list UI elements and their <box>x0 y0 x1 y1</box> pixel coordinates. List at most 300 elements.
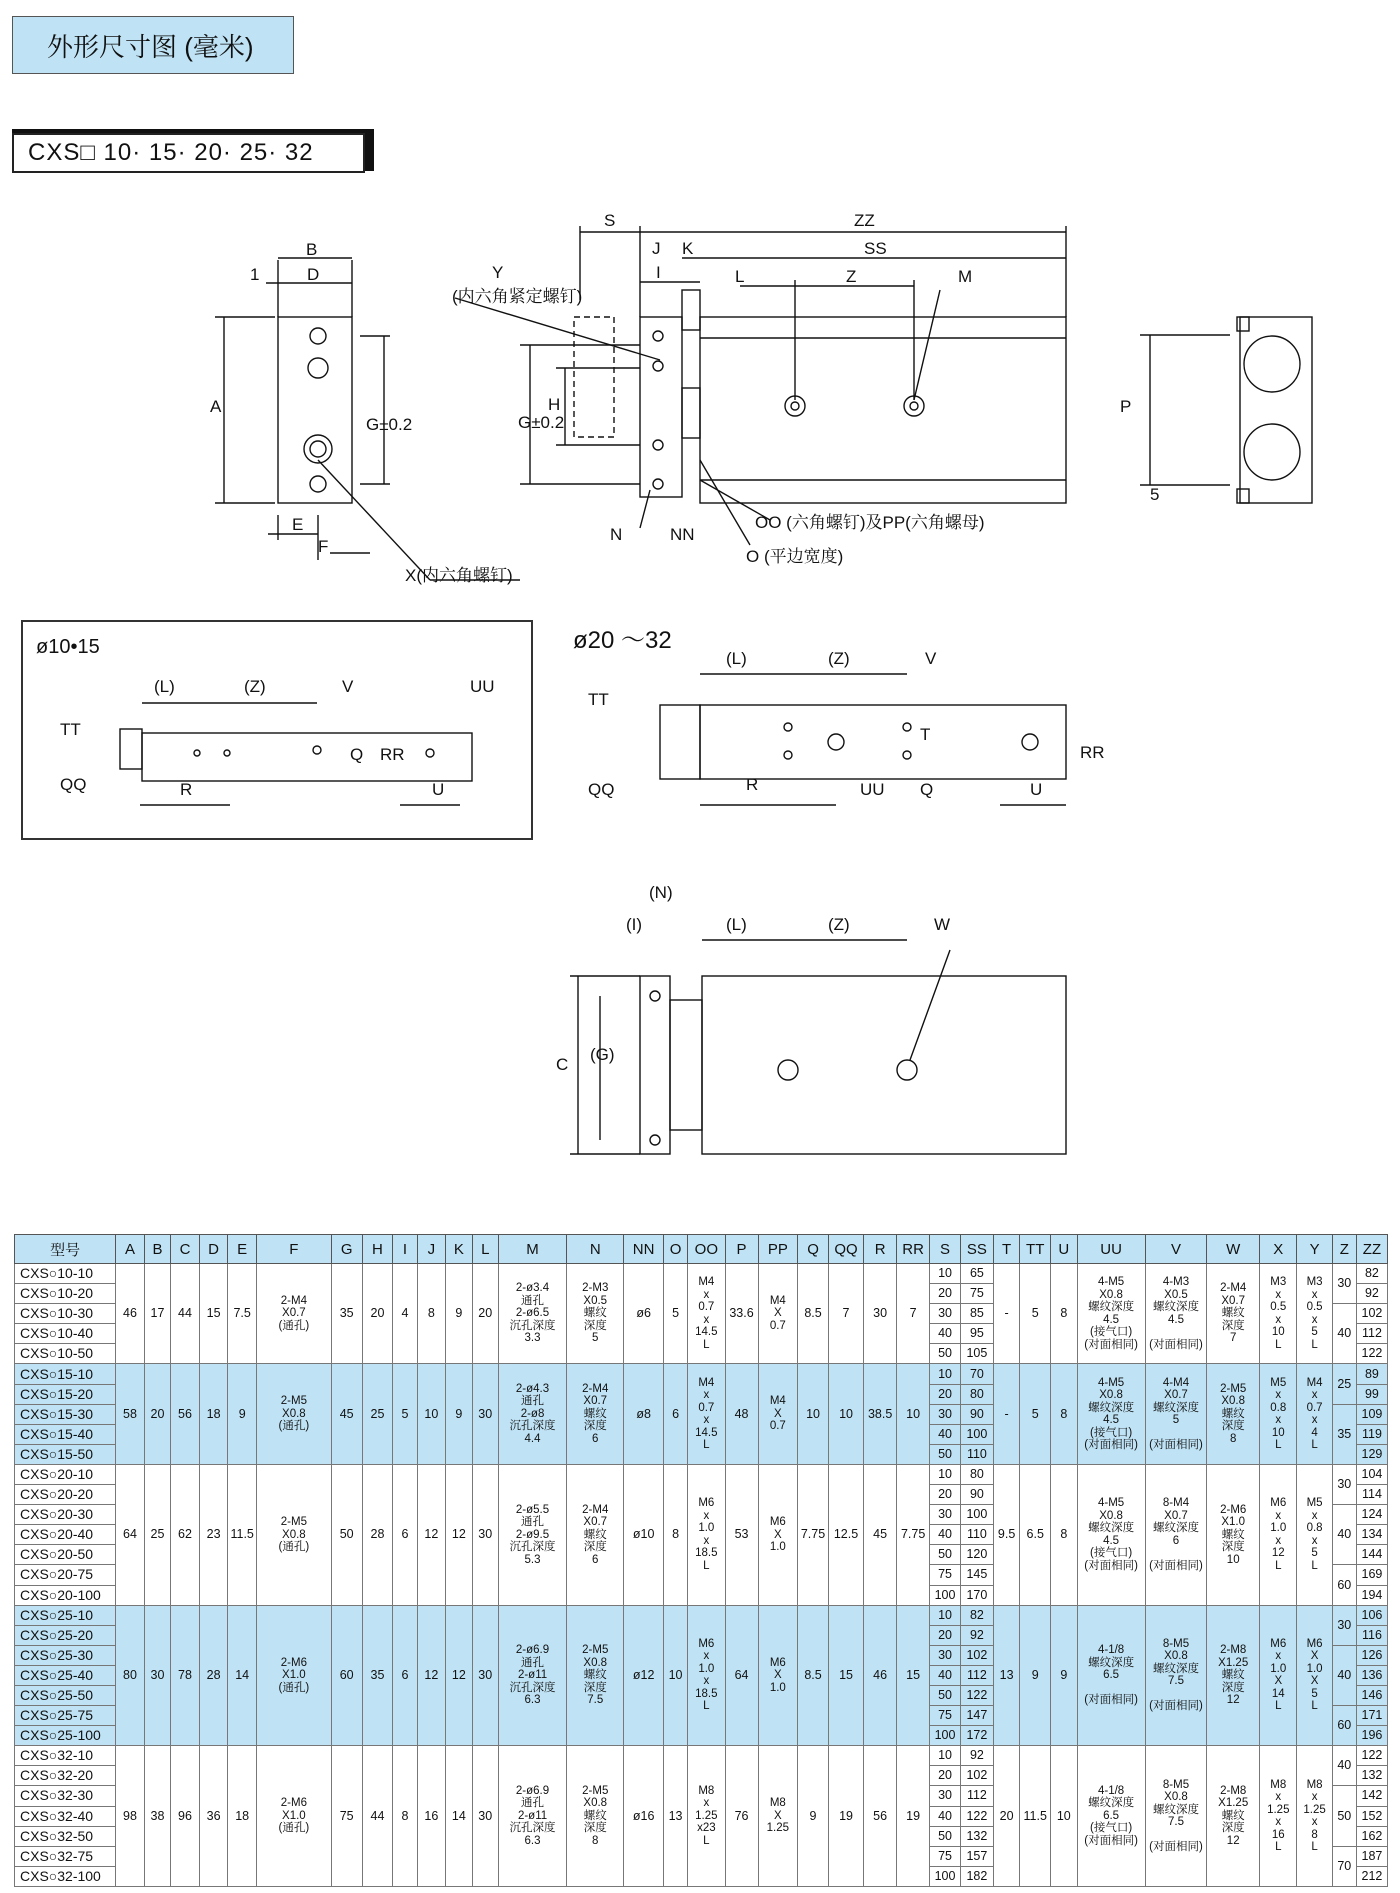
table-cell: 20 <box>930 1625 961 1645</box>
table-cell: 48 <box>725 1364 758 1464</box>
table-cell: 2-ø6.9 通孔 2-ø11 沉孔深度 6.3 <box>498 1746 566 1887</box>
svg-text:ZZ: ZZ <box>854 211 875 230</box>
table-cell: 30 <box>930 1404 961 1424</box>
table-cell: 146 <box>1356 1685 1387 1705</box>
table-cell: 96 <box>171 1746 200 1887</box>
table-cell: 50 <box>930 1444 961 1464</box>
table-cell: 2-ø6.9 通孔 2-ø11 沉孔深度 6.3 <box>498 1605 566 1746</box>
table-cell: M3 x 0.5 x 5 L <box>1297 1264 1332 1364</box>
table-cell: 122 <box>1356 1344 1387 1364</box>
table-cell: 40 <box>1332 1746 1356 1786</box>
table-cell: CXS○15-30 <box>15 1404 116 1424</box>
table-cell: 6.5 <box>1020 1464 1051 1605</box>
table-cell: 5 <box>1020 1264 1051 1364</box>
table-cell: 2-M5 X0.8 螺纹 深度 7.5 <box>567 1605 624 1746</box>
column-header: Z <box>1332 1235 1356 1264</box>
table-cell: 35 <box>331 1264 362 1364</box>
svg-text:(Z): (Z) <box>244 677 266 696</box>
table-cell: 60 <box>1332 1706 1356 1746</box>
column-header: S <box>930 1235 961 1264</box>
svg-text:K: K <box>682 239 694 258</box>
table-cell: CXS○25-20 <box>15 1625 116 1645</box>
table-cell: 10 <box>930 1364 961 1384</box>
table-cell: 4-M4 X0.7 螺纹深度 5 (对面相同) <box>1145 1364 1207 1464</box>
table-cell: 100 <box>960 1424 993 1444</box>
table-cell: 90 <box>960 1404 993 1424</box>
table-cell: 98 <box>116 1746 145 1887</box>
table-cell: 102 <box>960 1645 993 1665</box>
table-cell: 50 <box>930 1685 961 1705</box>
table-cell: 38 <box>144 1746 170 1887</box>
table-cell: 7 <box>828 1264 863 1364</box>
table-cell: 40 <box>930 1806 961 1826</box>
table-cell: 70 <box>960 1364 993 1384</box>
table-cell: 169 <box>1356 1565 1387 1585</box>
table-cell: 64 <box>725 1605 758 1746</box>
table-cell: 30 <box>472 1605 498 1746</box>
table-cell: CXS○20-30 <box>15 1505 116 1525</box>
table-cell: 28 <box>199 1605 228 1746</box>
svg-text:U: U <box>1030 780 1043 799</box>
table-cell: 212 <box>1356 1866 1387 1886</box>
table-cell: 6 <box>393 1464 417 1605</box>
table-cell: 92 <box>1356 1284 1387 1304</box>
table-cell: 8.5 <box>798 1605 829 1746</box>
column-header: D <box>199 1235 228 1264</box>
table-cell: CXS○20-50 <box>15 1545 116 1565</box>
table-cell: M6 X 1.0 X 5 L <box>1297 1605 1332 1746</box>
table-cell: 15 <box>199 1264 228 1364</box>
table-cell: 20 <box>930 1485 961 1505</box>
table-cell: CXS○15-10 <box>15 1364 116 1384</box>
table-cell: CXS○32-75 <box>15 1846 116 1866</box>
table-cell: M3 x 0.5 x 10 L <box>1260 1264 1297 1364</box>
table-cell: 142 <box>1356 1786 1387 1806</box>
svg-text:U: U <box>432 780 445 799</box>
svg-text:Q: Q <box>350 745 364 764</box>
svg-text:I: I <box>656 263 661 282</box>
end-view-right <box>1140 317 1312 503</box>
svg-text:QQ: QQ <box>60 775 87 794</box>
table-cell: 78 <box>171 1605 200 1746</box>
column-header: OO <box>688 1235 725 1264</box>
table-cell: 30 <box>930 1645 961 1665</box>
table-cell: CXS○20-75 <box>15 1565 116 1585</box>
table-row <box>15 1364 1388 1384</box>
table-cell: 30 <box>1332 1264 1356 1304</box>
table-cell: 100 <box>930 1866 961 1886</box>
table-cell: M5 x 0.8 x 5 L <box>1297 1464 1332 1605</box>
table-cell: 4-M5 X0.8 螺纹深度 4.5 (接气口) (对面相同) <box>1077 1464 1145 1605</box>
table-cell: CXS○25-30 <box>15 1645 116 1665</box>
table-cell: 2-M4 X0.7 (通孔) <box>256 1264 331 1364</box>
table-cell: CXS○32-10 <box>15 1746 116 1766</box>
table-cell: 119 <box>1356 1424 1387 1444</box>
svg-text:(L): (L) <box>726 649 747 668</box>
table-cell: CXS○10-10 <box>15 1264 116 1284</box>
table-cell: 30 <box>472 1464 498 1605</box>
svg-text:TT: TT <box>60 720 81 739</box>
table-cell: 4-1/8 螺纹深度 6.5 (对面相同) <box>1077 1605 1145 1746</box>
column-header: V <box>1145 1235 1207 1264</box>
table-cell: 112 <box>960 1665 993 1685</box>
callout-y: (内六角紧定螺钉) <box>452 287 583 306</box>
svg-text:QQ: QQ <box>588 780 615 799</box>
table-cell: 100 <box>930 1726 961 1746</box>
table-cell: ø12 <box>624 1605 664 1746</box>
table-cell: 20 <box>930 1384 961 1404</box>
table-cell: CXS○15-20 <box>15 1384 116 1404</box>
table-cell: M4 x 0.7 x 14.5 L <box>688 1264 725 1364</box>
table-cell: 89 <box>1356 1364 1387 1384</box>
table-cell: 85 <box>960 1304 993 1324</box>
table-cell: 60 <box>1332 1565 1356 1605</box>
table-cell: ø8 <box>624 1364 664 1464</box>
table-cell: 4-M3 X0.5 螺纹深度 4.5 (对面相同) <box>1145 1264 1207 1364</box>
table-cell: 82 <box>1356 1264 1387 1284</box>
table-cell: 144 <box>1356 1545 1387 1565</box>
table-cell: 92 <box>960 1746 993 1766</box>
column-header: RR <box>897 1235 930 1264</box>
table-cell: 92 <box>960 1625 993 1645</box>
table-cell: 8 <box>663 1464 687 1605</box>
table-cell: 7 <box>897 1264 930 1364</box>
table-cell: 15 <box>897 1605 930 1746</box>
table-cell: CXS○32-20 <box>15 1766 116 1786</box>
table-cell: 56 <box>171 1364 200 1464</box>
svg-text:(Z): (Z) <box>828 915 850 934</box>
table-cell: 9.5 <box>993 1464 1019 1605</box>
svg-text:F: F <box>318 537 329 556</box>
table-cell: CXS○32-50 <box>15 1826 116 1846</box>
table-cell: 2-ø4.3 通孔 2-ø8 沉孔深度 4.4 <box>498 1364 566 1464</box>
table-cell: CXS○15-40 <box>15 1424 116 1444</box>
svg-text:R: R <box>180 780 193 799</box>
svg-text:5: 5 <box>1150 485 1160 504</box>
table-cell: 45 <box>331 1364 362 1464</box>
table-cell: 2-M5 X0.8 (通孔) <box>256 1364 331 1464</box>
table-cell: 126 <box>1356 1645 1387 1665</box>
table-cell: CXS○25-50 <box>15 1685 116 1705</box>
table-cell: CXS○20-40 <box>15 1525 116 1545</box>
table-cell: 30 <box>930 1786 961 1806</box>
column-header: O <box>663 1235 687 1264</box>
callout-oo-pp: OO (六角螺钉)及PP(六角螺母) <box>755 513 985 532</box>
table-cell: M4 X 0.7 <box>758 1264 798 1364</box>
table-cell: CXS○32-40 <box>15 1806 116 1826</box>
svg-text:V: V <box>925 649 937 668</box>
table-cell: 2-M6 X1.0 螺纹 深度 10 <box>1207 1464 1260 1605</box>
side-view-center <box>455 226 1066 545</box>
table-cell: 13 <box>663 1746 687 1887</box>
table-cell: 136 <box>1356 1665 1387 1685</box>
callout-o: O (平边宽度) <box>746 547 844 566</box>
table-cell: 70 <box>1332 1846 1356 1886</box>
table-cell: 80 <box>960 1384 993 1404</box>
table-cell: 40 <box>930 1665 961 1685</box>
svg-text:NN: NN <box>670 525 695 544</box>
table-cell: 8 <box>1051 1464 1077 1605</box>
table-cell: 35 <box>362 1605 393 1746</box>
column-header: L <box>472 1235 498 1264</box>
svg-text:W: W <box>934 915 951 934</box>
table-cell: 10 <box>930 1746 961 1766</box>
table-cell: 76 <box>725 1746 758 1887</box>
table-cell: 104 <box>1356 1464 1387 1484</box>
table-cell: 2-M5 X0.8 螺纹 深度 8 <box>1207 1364 1260 1464</box>
column-header: NN <box>624 1235 664 1264</box>
table-cell: 95 <box>960 1324 993 1344</box>
table-cell: CXS○32-100 <box>15 1866 116 1886</box>
table-cell: 36 <box>199 1746 228 1887</box>
svg-text:G±0.2: G±0.2 <box>518 413 565 432</box>
table-cell: 8-M5 X0.8 螺纹深度 7.5 (对面相同) <box>1145 1605 1207 1746</box>
column-header: ZZ <box>1356 1235 1387 1264</box>
table-cell: 10 <box>897 1364 930 1464</box>
svg-text:C: C <box>556 1055 569 1074</box>
table-cell: 10 <box>798 1364 829 1464</box>
table-cell: 30 <box>472 1746 498 1887</box>
table-cell: 102 <box>960 1766 993 1786</box>
table-cell: ø6 <box>624 1264 664 1364</box>
table-cell: 124 <box>1356 1505 1387 1525</box>
svg-text:E: E <box>292 515 304 534</box>
table-cell: 80 <box>960 1464 993 1484</box>
table-cell: M6 x 1.0 x 18.5 L <box>688 1464 725 1605</box>
column-header: 型号 <box>15 1235 116 1264</box>
table-cell: CXS○10-20 <box>15 1284 116 1304</box>
table-cell: 194 <box>1356 1585 1387 1605</box>
table-cell: 105 <box>960 1344 993 1364</box>
callout-x: X(内六角螺钉) <box>405 566 513 585</box>
table-cell: 2-M5 X0.8 螺纹 深度 8 <box>567 1746 624 1887</box>
table-cell: ø16 <box>624 1746 664 1887</box>
table-cell: 2-M5 X0.8 (通孔) <box>256 1464 331 1605</box>
dimension-table <box>14 1234 1388 1887</box>
table-cell: 171 <box>1356 1706 1387 1726</box>
table-cell: CXS○25-75 <box>15 1706 116 1726</box>
svg-text:T: T <box>920 725 931 744</box>
column-header: F <box>256 1235 331 1264</box>
model-series-label: CXS□ 10· 15· 20· 25· 32 <box>12 133 365 173</box>
table-cell: CXS○25-100 <box>15 1726 116 1746</box>
table-cell: 8.5 <box>798 1264 829 1364</box>
column-header: E <box>228 1235 257 1264</box>
table-cell: 38.5 <box>864 1364 897 1464</box>
table-cell: 2-M8 X1.25 螺纹 深度 12 <box>1207 1605 1260 1746</box>
table-cell: 50 <box>930 1545 961 1565</box>
table-cell: 10 <box>1051 1746 1077 1887</box>
table-cell: 46 <box>116 1264 145 1364</box>
column-header: Q <box>798 1235 829 1264</box>
table-cell: 120 <box>960 1545 993 1565</box>
table-cell: 145 <box>960 1565 993 1585</box>
svg-text:(N): (N) <box>649 883 673 902</box>
table-cell: M4 x 0.7 x 14.5 L <box>688 1364 725 1464</box>
table-cell: 65 <box>960 1264 993 1284</box>
table-cell: 75 <box>930 1846 961 1866</box>
table-cell: CXS○10-40 <box>15 1324 116 1344</box>
table-row <box>15 1264 1388 1284</box>
table-cell: 9 <box>1051 1605 1077 1746</box>
table-cell: 4 <box>393 1264 417 1364</box>
table-cell: 25 <box>144 1464 170 1605</box>
table-cell: 182 <box>960 1866 993 1886</box>
table-cell: 50 <box>930 1826 961 1846</box>
table-cell: 12 <box>417 1464 446 1605</box>
svg-text:R: R <box>746 775 759 794</box>
svg-text:B: B <box>306 240 318 259</box>
table-cell: 12 <box>446 1605 472 1746</box>
table-cell: 112 <box>960 1786 993 1806</box>
column-header: Y <box>1297 1235 1332 1264</box>
table-cell: 25 <box>1332 1364 1356 1404</box>
table-cell: 46 <box>864 1605 897 1746</box>
svg-text:G±0.2: G±0.2 <box>366 415 413 434</box>
page-title: 外形尺寸图 (毫米) <box>12 16 294 74</box>
table-cell: 18 <box>199 1364 228 1464</box>
inset-small-label: ø10•15 <box>36 636 100 658</box>
table-cell: M8 X 1.25 <box>758 1746 798 1887</box>
column-header: I <box>393 1235 417 1264</box>
table-cell: M8 x 1.25 x 8 L <box>1297 1746 1332 1887</box>
table-cell: 30 <box>1332 1605 1356 1645</box>
column-header: G <box>331 1235 362 1264</box>
table-cell: 2-ø3.4 通孔 2-ø6.5 沉孔深度 3.3 <box>498 1264 566 1364</box>
svg-text:P: P <box>1120 397 1132 416</box>
table-cell: 9 <box>228 1364 257 1464</box>
table-cell: 20 <box>362 1264 393 1364</box>
table-cell: 110 <box>960 1444 993 1464</box>
table-cell: 2-M4 X0.7 螺纹 深度 6 <box>567 1364 624 1464</box>
table-cell: CXS○15-50 <box>15 1444 116 1464</box>
column-header: QQ <box>828 1235 863 1264</box>
svg-text:(I): (I) <box>626 915 643 934</box>
column-header: B <box>144 1235 170 1264</box>
table-cell: 82 <box>960 1605 993 1625</box>
svg-text:D: D <box>307 265 320 284</box>
table-cell: - <box>993 1264 1019 1364</box>
svg-text:(G): (G) <box>590 1045 615 1064</box>
table-cell: 23 <box>199 1464 228 1605</box>
svg-text:(L): (L) <box>154 677 175 696</box>
svg-text:SS: SS <box>864 239 887 258</box>
svg-text:S: S <box>604 211 616 230</box>
svg-text:TT: TT <box>588 690 609 709</box>
table-cell: 19 <box>828 1746 863 1887</box>
table-cell: CXS○10-30 <box>15 1304 116 1324</box>
table-cell: M6 X 1.0 <box>758 1605 798 1746</box>
table-cell: 7.5 <box>228 1264 257 1364</box>
table-cell: 16 <box>417 1746 446 1887</box>
table-cell: 2-ø5.5 通孔 2-ø9.5 沉孔深度 5.3 <box>498 1464 566 1605</box>
table-cell: 152 <box>1356 1806 1387 1826</box>
svg-text:N: N <box>610 525 623 544</box>
svg-text:UU: UU <box>470 677 495 696</box>
svg-text:RR: RR <box>380 745 405 764</box>
table-cell: 116 <box>1356 1625 1387 1645</box>
table-cell: CXS○20-10 <box>15 1464 116 1484</box>
table-cell: 170 <box>960 1585 993 1605</box>
table-cell: 102 <box>1356 1304 1387 1324</box>
table-cell: 75 <box>331 1746 362 1887</box>
table-cell: 2-M3 X0.5 螺纹 深度 5 <box>567 1264 624 1364</box>
table-cell: 100 <box>960 1505 993 1525</box>
table-cell: CXS○25-40 <box>15 1665 116 1685</box>
svg-text:1: 1 <box>250 265 260 284</box>
table-cell: 60 <box>331 1605 362 1746</box>
table-cell: M6 X 1.0 <box>758 1464 798 1605</box>
table-cell: 7.75 <box>897 1464 930 1605</box>
table-cell: 35 <box>1332 1404 1356 1464</box>
svg-text:A: A <box>210 397 222 416</box>
table-cell: 40 <box>930 1324 961 1344</box>
inset-large-label: ø20 ～32 <box>573 627 672 654</box>
table-cell: 13 <box>993 1605 1019 1746</box>
svg-text:J: J <box>652 239 661 258</box>
table-cell: 25 <box>362 1364 393 1464</box>
table-cell: 12 <box>446 1464 472 1605</box>
table-cell: CXS○10-50 <box>15 1344 116 1364</box>
table-cell: 18 <box>228 1746 257 1887</box>
table-cell: 9 <box>798 1746 829 1887</box>
table-cell: 110 <box>960 1525 993 1545</box>
table-cell: 14 <box>446 1746 472 1887</box>
table-cell: 11.5 <box>228 1464 257 1605</box>
table-cell: 17 <box>144 1264 170 1364</box>
column-header: X <box>1260 1235 1297 1264</box>
column-header: N <box>567 1235 624 1264</box>
table-cell: 10 <box>663 1605 687 1746</box>
column-header: C <box>171 1235 200 1264</box>
table-cell: 8 <box>417 1264 446 1364</box>
table-cell: 30 <box>472 1364 498 1464</box>
svg-text:M: M <box>958 267 973 286</box>
table-cell: 162 <box>1356 1826 1387 1846</box>
column-header: J <box>417 1235 446 1264</box>
table-cell: 10 <box>930 1605 961 1625</box>
table-cell: M6 x 1.0 X 14 L <box>1260 1605 1297 1746</box>
table-cell: 4-1/8 螺纹深度 6.5 (接气口) (对面相同) <box>1077 1746 1145 1887</box>
svg-text:RR: RR <box>1080 743 1105 762</box>
table-cell: 40 <box>1332 1505 1356 1565</box>
table-cell: 106 <box>1356 1605 1387 1625</box>
table-cell: 112 <box>1356 1324 1387 1344</box>
table-cell: 122 <box>1356 1746 1387 1766</box>
table-cell: 58 <box>116 1364 145 1464</box>
table-cell: 114 <box>1356 1485 1387 1505</box>
table-cell: 45 <box>864 1464 897 1605</box>
table-cell: CXS○20-20 <box>15 1485 116 1505</box>
table-cell: 7.75 <box>798 1464 829 1605</box>
table-cell: M4 x 0.7 x 4 L <box>1297 1364 1332 1464</box>
table-cell: 19 <box>897 1746 930 1887</box>
table-cell: 8 <box>1051 1364 1077 1464</box>
column-header: M <box>498 1235 566 1264</box>
table-row <box>15 1605 1388 1625</box>
table-cell: 8-M5 X0.8 螺纹深度 7.5 (对面相同) <box>1145 1746 1207 1887</box>
table-cell: 10 <box>417 1364 446 1464</box>
table-cell: 12 <box>417 1605 446 1746</box>
table-cell: 40 <box>1332 1304 1356 1364</box>
table-cell: 6 <box>393 1605 417 1746</box>
table-cell: CXS○25-10 <box>15 1605 116 1625</box>
table-cell: 187 <box>1356 1846 1387 1866</box>
table-cell: M8 x 1.25 x23 L <box>688 1746 725 1887</box>
table-cell: 4-M5 X0.8 螺纹深度 4.5 (接气口) (对面相同) <box>1077 1264 1145 1364</box>
table-cell: 10 <box>930 1464 961 1484</box>
column-header: R <box>864 1235 897 1264</box>
